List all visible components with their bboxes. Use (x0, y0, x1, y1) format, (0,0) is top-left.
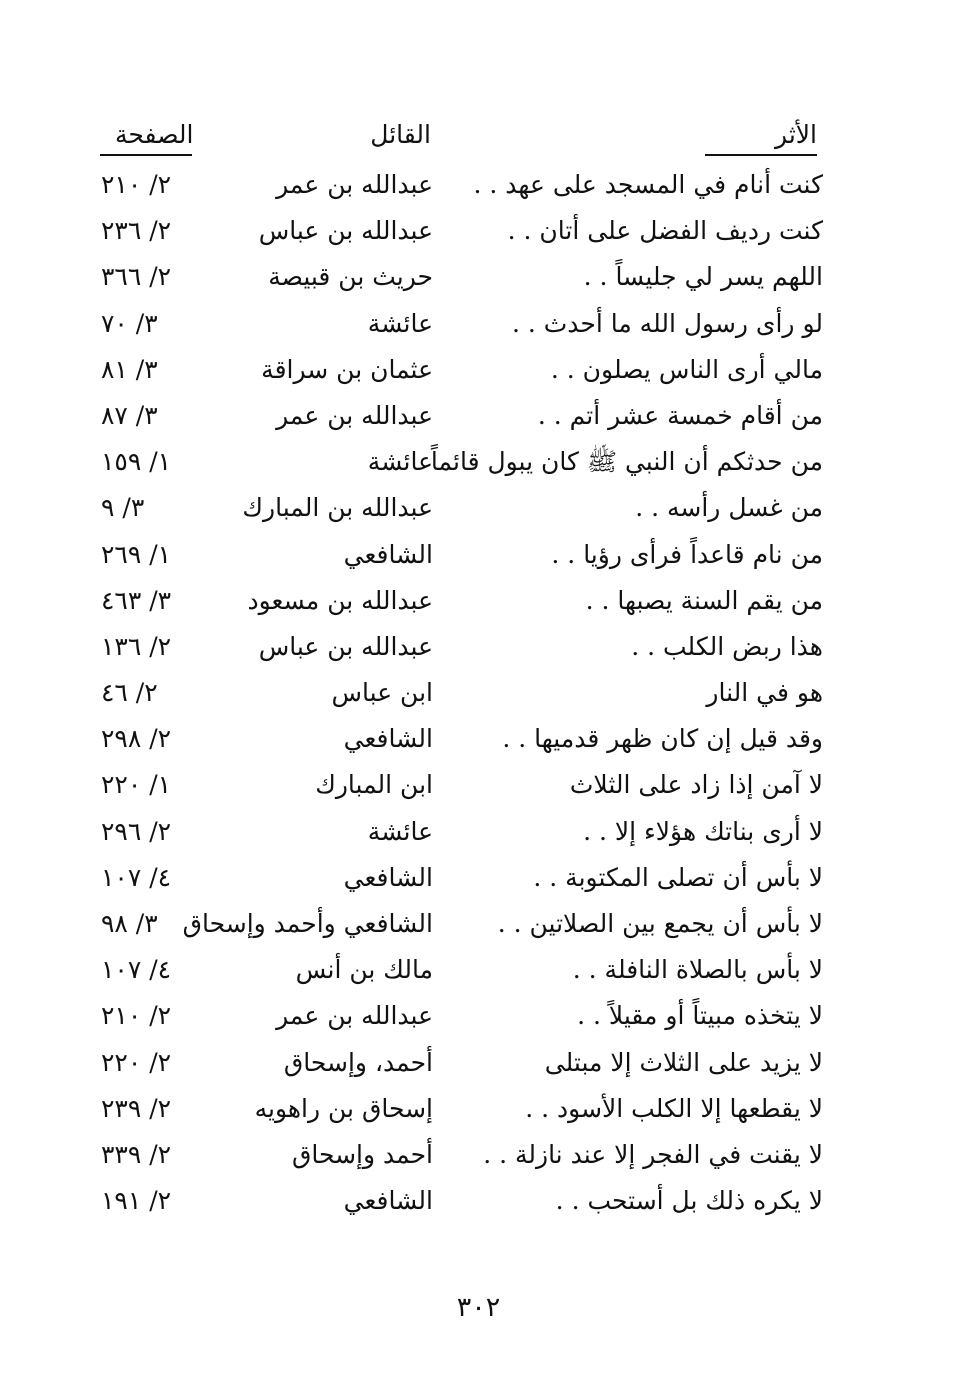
table-row (95, 624, 823, 670)
row-athar: لا بأس أن يجمع بين الصلاتين . . (497, 909, 823, 938)
table-row (95, 1132, 823, 1178)
row-athar: من يقم السنة يصبها . . (585, 585, 823, 615)
table-row (95, 301, 823, 347)
header-qail: القائل (370, 120, 431, 149)
row-page-ref: ٢/ ٤٦ (101, 678, 158, 708)
table-row (95, 809, 823, 855)
row-athar: وقد قيل إن كان ظهر قدميها . . (502, 724, 823, 754)
table-row (95, 532, 823, 578)
row-athar: هذا ربض الكلب . . (631, 631, 823, 661)
header-rule-left (100, 154, 192, 156)
row-qail: عبدالله بن عمر (276, 170, 433, 199)
row-qail: أحمد وإسحاق (291, 1139, 433, 1169)
row-page-ref: ٢/ ٢٩٨ (101, 724, 172, 754)
page-number: ٣٠٢ (456, 1292, 501, 1323)
table-row (95, 716, 823, 762)
row-qail: عائشة (367, 308, 433, 338)
row-athar: لا يتخذه مبيتاً أو مقيلاً . . (577, 1001, 823, 1031)
index-table (95, 162, 823, 1224)
row-qail: عبدالله بن عمر (276, 1001, 433, 1031)
table-row (95, 901, 823, 947)
row-qail: إسحاق بن راهويه (254, 1093, 433, 1123)
row-page-ref: ٣/ ٧٠ (101, 308, 158, 338)
table-row (95, 855, 823, 901)
table-row (95, 762, 823, 808)
row-qail: أحمد، وإسحاق (283, 1047, 433, 1077)
row-page-ref: ٤/ ١٠٧ (101, 862, 172, 892)
table-row (95, 347, 823, 393)
row-athar: اللهم يسر لي جليساً . . (583, 262, 823, 292)
row-qail: عبدالله بن عباس (258, 216, 433, 246)
row-page-ref: ٢/ ٣٣٩ (101, 1139, 172, 1169)
table-row (95, 670, 823, 716)
row-page-ref: ٢/ ٢٢٠ (101, 1047, 172, 1077)
row-page-ref: ٢/ ٢٣٩ (101, 1093, 172, 1123)
row-page-ref: ٢/ ١٩١ (101, 1186, 172, 1216)
row-qail: الشافعي وأحمد وإسحاق (182, 909, 433, 938)
row-qail: الشافعي (343, 724, 433, 754)
row-athar: لو رأى رسول الله ما أحدث . . (511, 308, 823, 338)
table-row (95, 1178, 823, 1224)
row-page-ref: ٢/ ٢٩٦ (101, 816, 172, 846)
row-qail: ابن المبارك (315, 770, 433, 800)
row-qail: عبدالله بن مسعود (247, 585, 433, 615)
row-qail: مالك بن أنس (295, 955, 433, 985)
row-page-ref: ٢/ ٣٦٦ (101, 262, 172, 292)
table-row (95, 1040, 823, 1086)
row-athar: من حدثكم أن النبي ﷺ كان يبول قائماً (430, 447, 823, 477)
row-athar: لا آمن إذا زاد على الثلاث (569, 770, 823, 800)
row-athar: كنت أنام في المسجد على عهد . . (473, 170, 823, 199)
row-qail: عائشة (367, 447, 433, 477)
row-athar: لا يكره ذلك بل أستحب . . (555, 1186, 823, 1216)
row-qail: حريث بن قبيصة (268, 262, 433, 292)
row-qail: عبدالله بن عمر (276, 400, 433, 430)
row-page-ref: ٣/ ٨١ (101, 354, 158, 384)
row-qail: ابن عباس (331, 678, 433, 708)
row-athar: لا بأس أن تصلى المكتوبة . . (533, 862, 823, 892)
row-athar: لا يقطعها إلا الكلب الأسود . . (525, 1093, 823, 1123)
row-qail: الشافعي (343, 539, 433, 569)
row-qail: الشافعي (343, 1186, 433, 1216)
table-row (95, 393, 823, 439)
row-qail: عبدالله بن المبارك (242, 493, 433, 523)
row-athar: من أقام خمسة عشر أتم . . (537, 400, 823, 430)
row-page-ref: ٣/ ٩ (101, 493, 145, 523)
table-row (95, 208, 823, 254)
row-athar: هو في النار (706, 678, 823, 708)
row-athar: مالي أرى الناس يصلون . . (550, 354, 823, 384)
row-qail: الشافعي (343, 862, 433, 892)
table-row (95, 254, 823, 300)
row-qail: عائشة (367, 816, 433, 846)
row-page-ref: ١/ ٢٦٩ (101, 539, 172, 569)
header-athar: الأثر (775, 120, 817, 149)
row-athar: كنت رديف الفضل على أتان . . (507, 216, 823, 246)
row-page-ref: ١/ ٢٢٠ (101, 770, 172, 800)
table-row (95, 162, 823, 208)
row-qail: عثمان بن سراقة (261, 354, 433, 384)
row-page-ref: ٣/ ٤٦٣ (101, 585, 172, 615)
row-page-ref: ٤/ ١٠٧ (101, 955, 172, 985)
row-athar: من غسل رأسه . . (635, 493, 823, 523)
header-rule-right (705, 154, 817, 156)
table-row (95, 1086, 823, 1132)
header-page: الصفحة (115, 120, 194, 149)
table-row (95, 993, 823, 1039)
row-page-ref: ٣/ ٨٧ (101, 400, 158, 430)
row-page-ref: ٢/ ١٣٦ (101, 631, 172, 661)
table-row (95, 578, 823, 624)
row-athar: لا يقنت في الفجر إلا عند نازلة . . (483, 1139, 823, 1169)
row-page-ref: ٢/ ٢٣٦ (101, 216, 172, 246)
table-row (95, 485, 823, 531)
row-page-ref: ١/ ١٥٩ (101, 447, 172, 477)
table-row (95, 439, 823, 485)
row-athar: من نام قاعداً فرأى رؤيا . . (551, 539, 823, 569)
row-page-ref: ٣/ ٩٨ (101, 909, 158, 938)
row-athar: لا بأس بالصلاة النافلة . . (572, 955, 823, 985)
row-athar: لا يزيد على الثلاث إلا مبتلى (544, 1047, 823, 1077)
row-page-ref: ٢/ ٢١٠ (101, 1001, 172, 1031)
table-header (95, 112, 817, 158)
row-qail: عبدالله بن عباس (258, 631, 433, 661)
table-row (95, 947, 823, 993)
row-athar: لا أرى بناتك هؤلاء إلا . . (583, 816, 823, 846)
row-page-ref: ٢/ ٢١٠ (101, 170, 172, 199)
